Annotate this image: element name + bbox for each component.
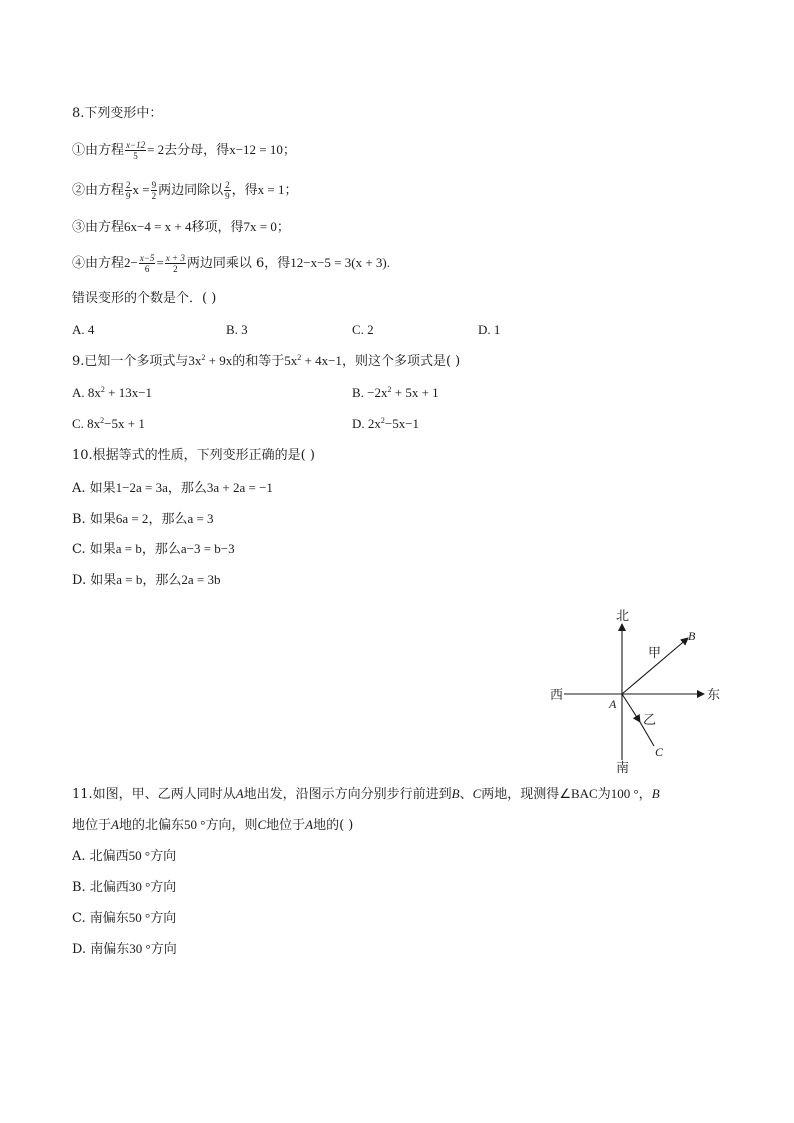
fraction-denominator: 5: [133, 151, 138, 161]
q10-option-a[interactable]: [72, 478, 273, 499]
q10-option-c-pre: C. 如果: [72, 542, 116, 557]
q8-item-3-equation: 6x−4 = x + 4: [124, 219, 192, 234]
q11-point: B: [651, 786, 660, 801]
q9-option-b-b: + 5x + 1: [391, 385, 439, 400]
q8-question: 错误变形的个数是个．( ): [72, 291, 217, 306]
fraction-numerator: 9: [151, 180, 157, 190]
exponent: 2: [380, 416, 385, 425]
q10-option-c[interactable]: [72, 539, 235, 560]
q10-option-b-mid: ，那么: [148, 512, 188, 527]
q8-item-1-mid: = 2去分母，得: [147, 142, 230, 157]
q9-expr-1-b: + 9x: [205, 353, 233, 368]
q9-option-c-a: C. 8x: [72, 416, 101, 431]
q9-expr-2: [284, 353, 342, 368]
q10-title: 10.根据等式的性质，下列变形正确的是( ): [72, 448, 315, 463]
label-west: 西: [550, 688, 564, 703]
q10-option-d[interactable]: [72, 570, 220, 591]
q8-item-2-tail: ，得: [231, 183, 258, 198]
q11-point: C: [472, 786, 482, 801]
q8-item-1-fraction: [125, 140, 146, 161]
q9-option-d-b: −5x−1: [384, 416, 420, 431]
q10-option-d-pre: D. 如果: [72, 573, 117, 588]
q9-option-b-a: B. −2x: [352, 385, 388, 400]
q11-degree: 50 °: [183, 817, 206, 832]
fraction-numerator: x−5: [139, 253, 155, 263]
q11-option-a-b: 方向: [150, 849, 177, 864]
compass-figure: [540, 600, 730, 780]
fraction-denominator: 9: [225, 191, 230, 201]
q9-title-mid: 的和等于: [232, 354, 285, 369]
q9-expr-2-a: 5x: [284, 353, 298, 368]
q11-text: 、: [459, 787, 473, 802]
q9-option-d-a: D. 2x: [352, 416, 381, 431]
q9-option-b[interactable]: [352, 383, 439, 403]
q11-text: 地出发，沿图示方向分别步行前进到: [243, 787, 452, 802]
q9-option-a[interactable]: [72, 383, 152, 403]
exponent: 2: [387, 385, 392, 394]
q11-point: B: [451, 786, 460, 801]
label-point-b: B: [688, 629, 696, 643]
q8-item-4-fraction-2: [165, 253, 186, 274]
q10-option-c-eq2: a−3 = b−3: [180, 541, 235, 556]
q8-item-3: [72, 217, 290, 238]
q9-option-c-b: −5x + 1: [104, 416, 145, 431]
q8-item-4-result: 12−x−5 = 3(x + 3).: [290, 255, 390, 270]
exponent: 2: [201, 353, 206, 362]
q8-item-2-result: x = 1；: [257, 182, 298, 197]
q8-item-3-prefix: ③由方程: [72, 220, 125, 235]
fraction-denominator: 9: [126, 191, 131, 201]
q11-option-d-a: D. 南偏东: [72, 942, 130, 957]
q8-option-d[interactable]: D. 1: [478, 322, 501, 337]
q11-degree: 100 °: [610, 786, 639, 801]
q9-option-a-a: A. 8x: [72, 385, 101, 400]
q11-option-b-degree: 30 °: [128, 879, 151, 894]
q11-point: A: [111, 817, 119, 832]
q8-item-2-fraction-1: [125, 180, 132, 201]
q10-option-a-eq2: 3a + 2a = −1: [206, 480, 273, 495]
q11-option-b-a: B. 北偏西: [72, 880, 129, 895]
q9-expr-2-b: + 4x−1: [301, 353, 342, 368]
label-south: 南: [616, 761, 630, 776]
exponent: 2: [100, 416, 105, 425]
q11-option-a[interactable]: [72, 846, 176, 867]
q11-option-a-degree: 50 °: [128, 848, 151, 863]
q10-option-a-mid: ，那么: [167, 481, 207, 496]
q11-text: 为: [597, 787, 611, 802]
exponent: 2: [297, 353, 302, 362]
q11-option-c-a: C. 南偏东: [72, 911, 129, 926]
q8-item-2-var: x =: [132, 182, 150, 197]
q10-option-b-pre: B. 如果: [72, 512, 116, 527]
q10-option-d-eq1: a = b: [116, 572, 143, 587]
q8-title: 8.下列变形中：: [72, 106, 163, 121]
fraction-numerator: 2: [126, 180, 131, 190]
fraction-denominator: 2: [151, 191, 157, 201]
q9-title: [72, 351, 460, 372]
q8-item-2: [72, 180, 297, 201]
q8-item-1: [72, 140, 296, 161]
q11-option-d-degree: 30 °: [129, 941, 151, 956]
q8-item-2-prefix: ②由方程: [72, 183, 125, 198]
fraction-numerator: 2: [225, 180, 230, 190]
q10-option-b-eq1: 6a = 2: [115, 511, 149, 526]
q11-option-b-b: 方向: [150, 880, 177, 895]
q11-text: 地位于: [266, 818, 306, 833]
q8-item-2-fraction-2: [151, 180, 158, 201]
fraction-denominator: 6: [144, 264, 150, 274]
q9-expr-1-a: 3x: [188, 353, 202, 368]
label-north: 北: [616, 609, 630, 624]
q8-item-1-result: x−12 = 10；: [229, 142, 296, 157]
fraction-numerator: x−12: [126, 140, 146, 150]
q8-option-c[interactable]: C. 2: [352, 322, 374, 337]
q8-item-3-mid: 移项，得: [191, 220, 244, 235]
q8-option-a[interactable]: A. 4: [72, 322, 95, 337]
q10-option-d-mid: ，那么: [142, 573, 182, 588]
q8-item-1-prefix: ①由方程: [72, 143, 125, 158]
q10-option-b[interactable]: [72, 509, 214, 530]
q11-option-b[interactable]: [72, 877, 176, 898]
q8-item-4-eqsign: =: [156, 255, 164, 270]
q8-item-4-mid: 两边同乘以 6，得: [186, 256, 291, 271]
q11-option-d[interactable]: [72, 939, 177, 960]
exponent: 2: [100, 385, 105, 394]
q8-item-2-mid: 两边同除以: [158, 183, 224, 198]
q10-option-d-eq2: 2a = 3b: [181, 572, 221, 587]
q10-option-b-eq2: a = 3: [187, 511, 214, 526]
label-east: 东: [707, 688, 721, 703]
q10-option-a-pre: A. 如果: [72, 481, 116, 496]
q10-option-a-eq1: 1−2a = 3a: [115, 480, 168, 495]
ray-ac-arrow: [622, 694, 640, 722]
label-point-a: A: [609, 697, 617, 711]
q11-point: A: [305, 817, 314, 832]
q11-point: A: [235, 786, 244, 801]
q8-item-2-fraction-3: [224, 180, 231, 201]
q10-option-c-mid: ，那么: [141, 542, 181, 557]
fraction-denominator: 2: [173, 264, 178, 274]
q10-option-c-eq1: a = b: [115, 541, 142, 556]
q8-item-4-fraction-1: [139, 253, 156, 274]
q11-option-c-b: 方向: [150, 911, 177, 926]
q11-option-c-degree: 50 °: [128, 910, 151, 925]
q11-option-c[interactable]: [72, 908, 176, 929]
q9-option-a-b: + 13x−1: [104, 385, 153, 400]
label-point-c: C: [655, 745, 664, 759]
q11-point: C: [257, 817, 267, 832]
q8-item-4-lead: 2−: [124, 255, 138, 270]
q11-text: ，: [638, 787, 652, 802]
q11-option-d-b: 方向: [150, 942, 177, 957]
q9-title-pre: 9.已知一个多项式与: [72, 354, 189, 369]
q8-item-4: [72, 253, 390, 274]
label-yi: 乙: [643, 713, 657, 728]
q8-option-b[interactable]: B. 3: [226, 322, 248, 337]
q9-expr-1: [188, 353, 232, 368]
q11-text: 方向，则: [205, 818, 258, 833]
q8-item-3-result: 7x = 0；: [243, 219, 290, 234]
q11-text: 地的( ): [313, 818, 354, 833]
q11-angle: ∠BAC: [559, 786, 598, 801]
q9-title-post: ，则这个多项式是( ): [341, 354, 461, 369]
q9-option-d[interactable]: [352, 414, 419, 434]
label-jia: 甲: [648, 646, 662, 661]
q11-line-1: [72, 784, 660, 805]
q11-text: 11.如图，甲、乙两人同时从: [72, 787, 236, 802]
fraction-numerator: x + 3: [165, 253, 185, 263]
q11-option-a-a: A. 北偏西: [72, 849, 129, 864]
q11-text: 地位于: [72, 818, 112, 833]
q11-line-2: [72, 815, 353, 836]
q9-option-c[interactable]: [72, 414, 145, 434]
q11-text: 两地，现测得: [481, 787, 560, 802]
q8-item-4-prefix: ④由方程: [72, 256, 125, 271]
q11-text: 地的北偏东: [118, 818, 184, 833]
